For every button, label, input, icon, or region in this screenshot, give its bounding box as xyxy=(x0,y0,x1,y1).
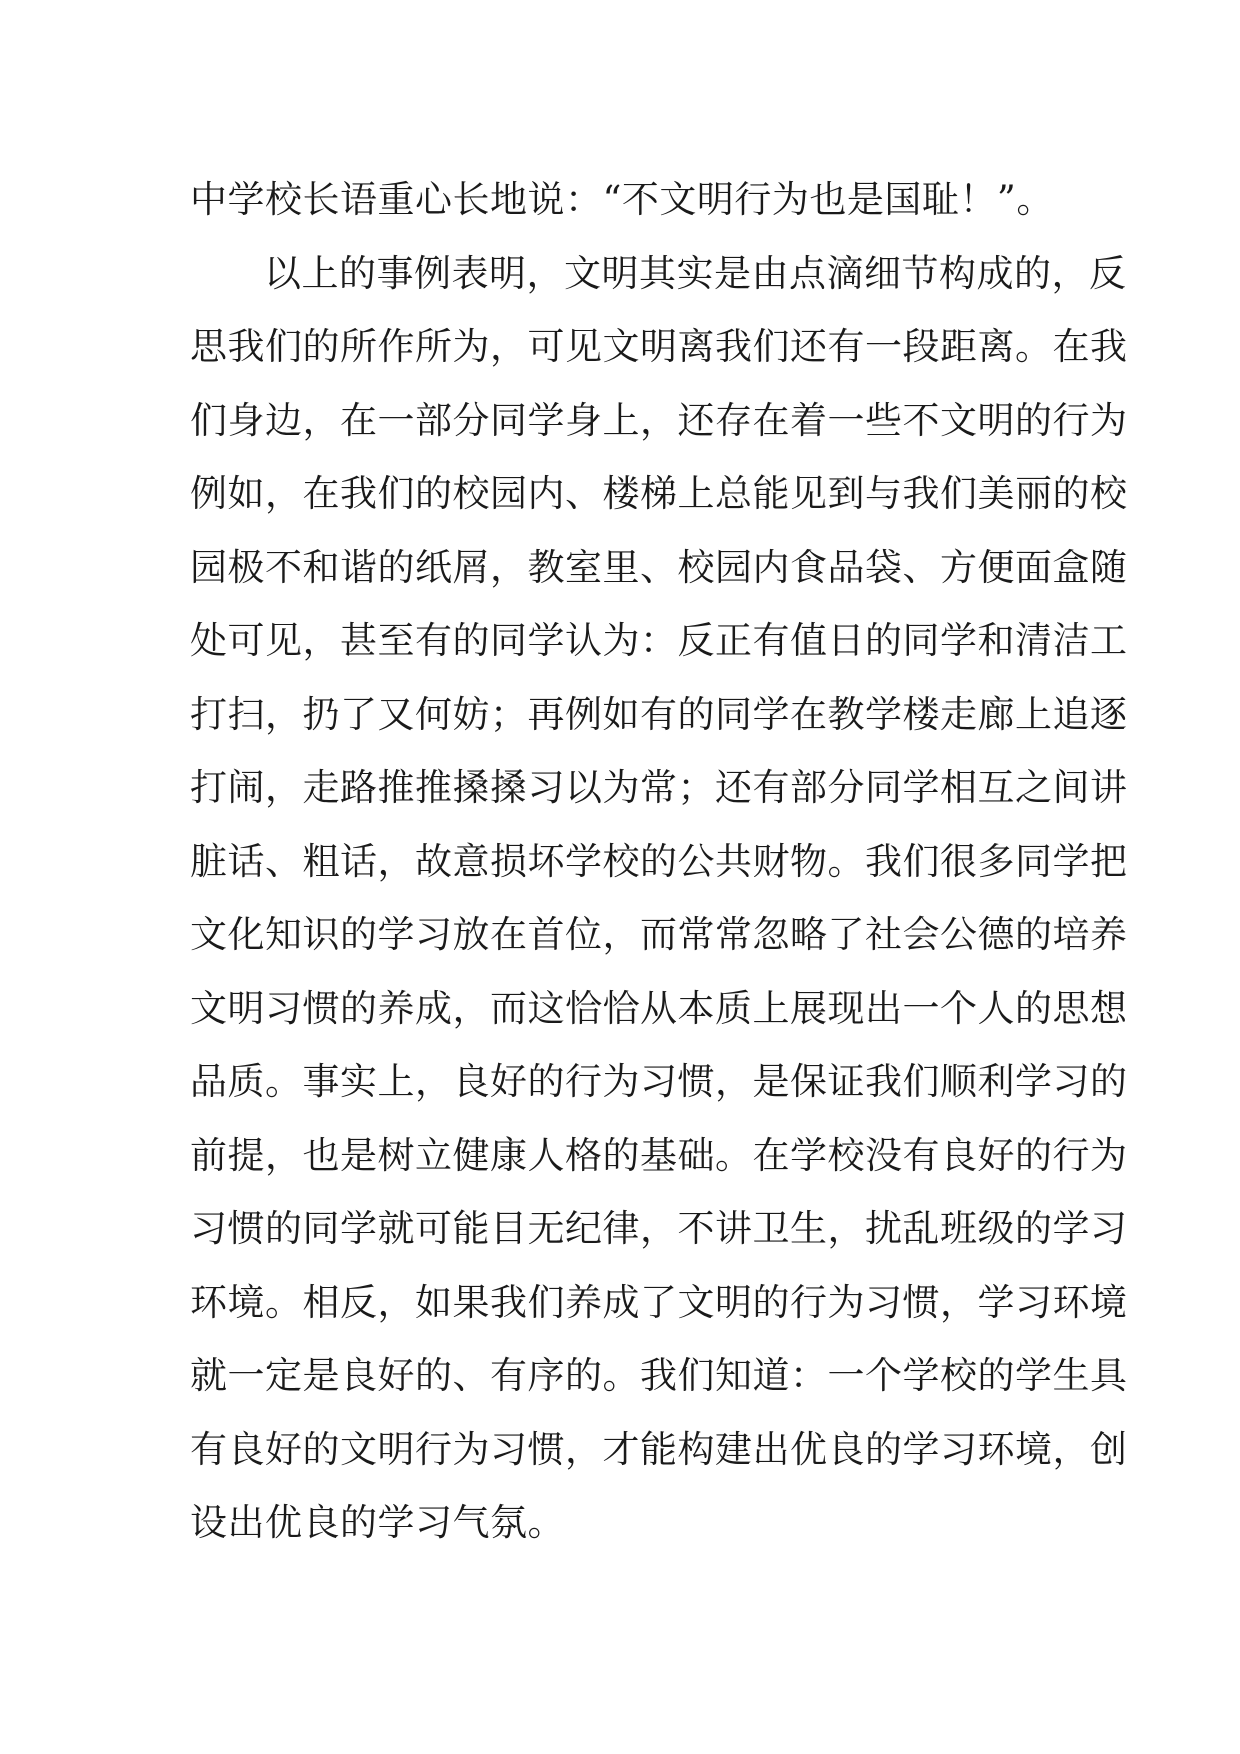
text-line: 处可见，甚至有的同学认为：反正有值日的同学和清洁工 xyxy=(190,619,1128,662)
text-line: 们身边，在一部分同学身上，还存在着一些不文明的行为 xyxy=(190,398,1128,442)
text-line: 打扫，扔了又何妨；再例如有的同学在教学楼走廊上追逐 xyxy=(190,692,1128,736)
paragraph-first-line: 以上的事例表明，文明其实是由点滴细节构成的，反 xyxy=(264,251,1127,295)
text-line: 前提，也是树立健康人格的基础。在学校没有良好的行为 xyxy=(190,1133,1128,1177)
text-line: 有良好的文明行为习惯，才能构建出优良的学习环境，创 xyxy=(190,1427,1128,1471)
text-line: 设出优良的学习气氛。 xyxy=(190,1501,565,1544)
text-line: 环境。相反，如果我们养成了文明的行为习惯，学习环境 xyxy=(190,1280,1128,1324)
text-line: 脏话、粗话，故意损坏学校的公共财物。我们很多同学把 xyxy=(190,839,1128,883)
text-line: 习惯的同学就可能目无纪律，不讲卫生，扰乱班级的学习 xyxy=(190,1207,1128,1250)
body-text xyxy=(190,163,1128,1560)
text-line: 园极不和谐的纸屑，教室里、校园内食品袋、方便面盒随 xyxy=(190,545,1128,589)
text-line: 就一定是良好的、有序的。我们知道：一个学校的学生具 xyxy=(190,1354,1128,1397)
text-line: 打闹，走路推推搡搡习以为常；还有部分同学相互之间讲 xyxy=(190,766,1128,809)
text-line: 思我们的所作所为，可见文明离我们还有一段距离。在我 xyxy=(190,325,1128,368)
text-line: 品质。事实上，良好的行为习惯，是保证我们顺利学习的 xyxy=(190,1060,1128,1103)
text-line: 文明习惯的养成，而这恰恰从本质上展现出一个人的思想 xyxy=(190,986,1128,1030)
text-line: 中学校长语重心长地说：“不文明行为也是国耻！”。 xyxy=(190,178,1054,221)
text-line: 文化知识的学习放在首位，而常常忽略了社会公德的培养 xyxy=(190,913,1128,956)
text-line: 例如，在我们的校园内、楼梯上总能见到与我们美丽的校 xyxy=(190,472,1128,515)
